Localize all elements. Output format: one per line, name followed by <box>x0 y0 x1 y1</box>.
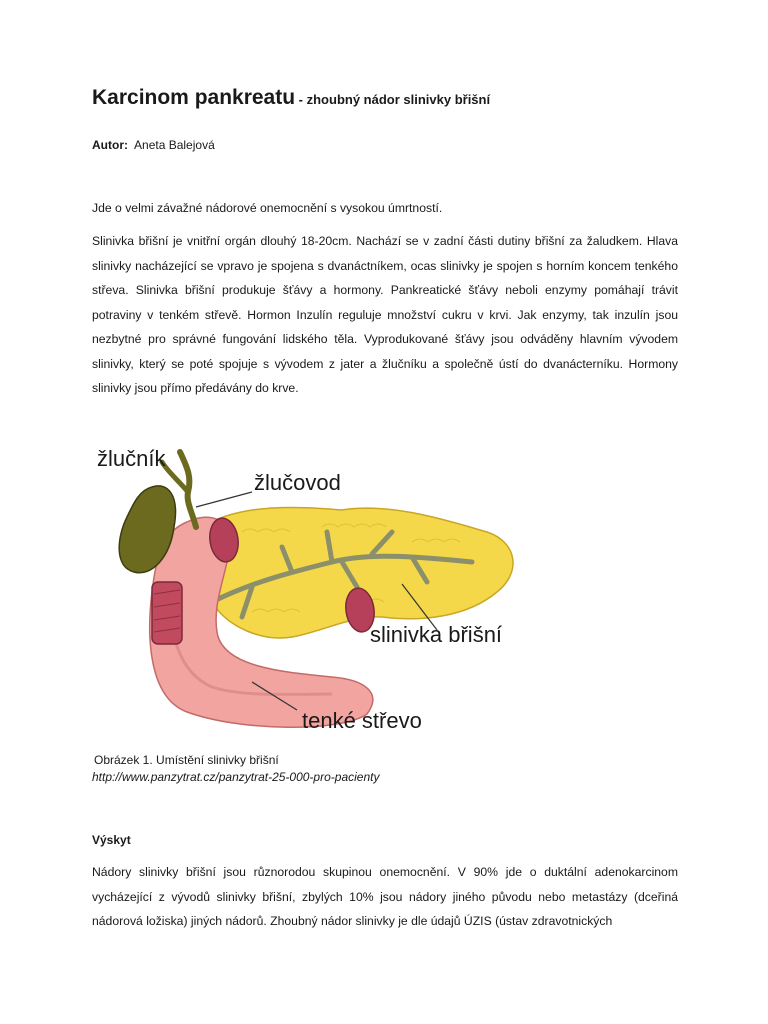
intro-paragraph: Jde o velmi závažné nádorové onemocnění s vysokou úmrtností. <box>92 201 443 215</box>
author-label: Autor: <box>92 138 128 152</box>
intestine-cut-left <box>152 582 182 644</box>
author-line <box>92 138 215 152</box>
label-intestine: tenké střevo <box>302 708 422 733</box>
occurrence-paragraph: Nádory slinivky břišní jsou různorodou skupinou onemocnění. V 90% jde o duktální adenokarcinom vycházející z vývodů slinivky břišní, zbylých 10% jsou nádory jiného původu nebo metastázy (dceřiná nádorová ložiska) jiných nádorů. Zhoubný nádor slinivky je dle údajů ÚZIS (ústav zdravotnických <box>92 865 678 928</box>
document-title <box>92 86 490 110</box>
label-gallbladder: žlučník <box>97 446 166 471</box>
author-name: Aneta Balejová <box>134 138 215 152</box>
figure-caption: Obrázek 1. Umístění slinivky břišní <box>94 753 279 767</box>
figure-source-link[interactable]: http://www.panzytrat.cz/panzytrat-25-000-pro-pacienty <box>92 770 380 784</box>
pancreas-diagram <box>92 432 532 737</box>
title-main: Karcinom pankreatu <box>92 86 296 109</box>
label-bile-duct: žlučovod <box>254 470 341 495</box>
label-pancreas: slinivka břišní <box>370 622 503 647</box>
section-heading: Výskyt <box>92 833 131 847</box>
body-paragraph: Slinivka břišní je vnitřní orgán dlouhý 18-20cm. Nachází se v zadní části dutiny břišní za žaludkem. Hlava slinivky nacházející se vpravo je spojena s dvanáctníkem, ocas slinivky je spojen s horním koncem tenkého střeva. Slinivka břišní produkuje šťávy a hormony. Pankreatické šťávy neboli enzymy pomáhají trávit potraviny v tenkém střevě. Hormon Inzulín reguluje množství cukru v krvi. Jak enzymy, tak inzulín jsou nezbytné pro správné fungování lidského těla. Vyprodukované šťávy jsou odváděny hlavním vývodem slinivky, který se poté spojuje s vývodem z jater a žlučníku a společně ústí do dvanácterníku. Hormony slinivky jsou přímo předávány do krve. <box>92 234 678 395</box>
pancreas-illustration <box>92 432 532 737</box>
title-subtitle: - zhoubný nádor slinivky břišní <box>295 92 491 107</box>
